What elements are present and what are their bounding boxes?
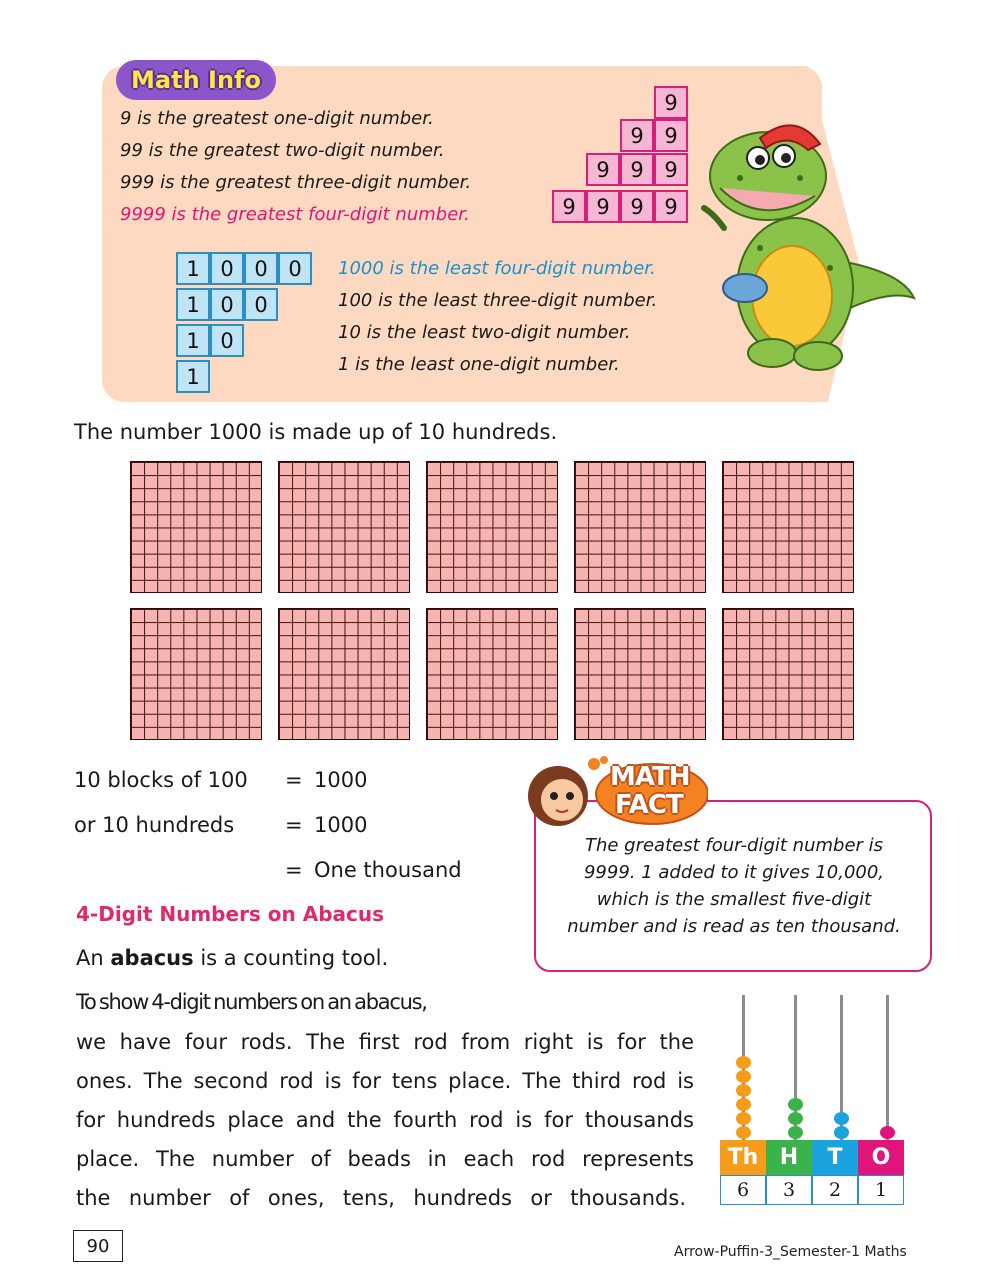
dinosaur-illustration — [700, 118, 922, 376]
para-line: the number of ones, tens, hundreds or thousands. — [76, 1186, 686, 1210]
greatest-three-digit: 999 is the greatest three-digit number. — [120, 172, 472, 193]
eq-row2-left: or 10 hundreds — [74, 813, 235, 837]
place-label-thousands: Th — [720, 1140, 766, 1175]
para-line: we have four rods. The first rod from right is for the — [76, 1030, 694, 1054]
math-fact-badge-top: MATH — [610, 762, 690, 792]
hundred-block — [426, 461, 558, 593]
para-line: ones. The second rod is for tens place. The third rod is — [76, 1069, 694, 1093]
least-cell: 0 — [210, 288, 244, 321]
abacus-bead — [788, 1112, 803, 1125]
staircase-cell: 9 — [654, 86, 688, 119]
abacus-bead — [788, 1126, 803, 1139]
book-title: Arrow-Puffin-3_Semester-1 Maths — [674, 1244, 907, 1260]
place-label-ones: O — [858, 1140, 904, 1175]
hundred-block — [278, 461, 410, 593]
intro-sentence — [76, 946, 388, 970]
math-fact-badge-bottom: FACT — [615, 790, 683, 820]
least-cell: 1 — [176, 252, 210, 285]
abacus-bead — [788, 1098, 803, 1111]
hundred-block — [130, 461, 262, 593]
math-fact-line: 9999. 1 added to it gives 10,000, — [583, 862, 885, 883]
eq-row2-equals: = — [285, 813, 303, 837]
intro-suffix: is a counting tool. — [193, 946, 389, 970]
least-cell: 0 — [210, 324, 244, 357]
math-fact-line: number and is read as ten thousand. — [567, 916, 901, 937]
eq-row1-right: 1000 — [314, 768, 368, 792]
greatest-two-digit: 99 is the greatest two-digit number. — [120, 140, 445, 161]
hundred-block — [130, 608, 262, 740]
page-number: 90 — [73, 1230, 123, 1262]
eq-row2-right: 1000 — [314, 813, 368, 837]
para-line: for hundreds place and the fourth rod is for thousands — [76, 1108, 694, 1132]
hundred-block — [278, 608, 410, 740]
least-cell: 0 — [244, 288, 278, 321]
least-four-digit: 1000 is the least four-digit number. — [338, 258, 656, 279]
abacus-bead — [834, 1112, 849, 1125]
hundred-block — [574, 608, 706, 740]
hundred-block — [574, 461, 706, 593]
eq-row1-equals: = — [285, 768, 303, 792]
eq-row1-left: 10 blocks of 100 — [74, 768, 248, 792]
section-heading: 4-Digit Numbers on Abacus — [76, 902, 385, 926]
digit-hundreds: 3 — [766, 1175, 812, 1205]
abacus-bead — [736, 1056, 751, 1069]
eq-row3-right: One thousand — [314, 858, 462, 882]
abacus-bead — [736, 1084, 751, 1097]
abacus-bead — [736, 1070, 751, 1083]
digit-tens: 2 — [812, 1175, 858, 1205]
staircase-cell: 9 — [586, 153, 620, 186]
least-cell: 1 — [176, 288, 210, 321]
math-fact-text — [548, 832, 920, 940]
abacus-bead — [880, 1126, 895, 1139]
abacus-bead — [736, 1098, 751, 1111]
eq-row3-equals: = — [285, 858, 303, 882]
math-info-badge: Math Info — [116, 60, 276, 100]
least-cell: 0 — [244, 252, 278, 285]
abacus-bead — [736, 1112, 751, 1125]
intro-prefix: An — [76, 946, 111, 970]
abacus-bead — [736, 1126, 751, 1139]
abacus-rod-ones — [886, 995, 889, 1140]
least-two-digit: 10 is the least two-digit number. — [338, 322, 631, 343]
hundred-block — [722, 608, 854, 740]
least-cell: 1 — [176, 324, 210, 357]
staircase-cell: 9 — [586, 190, 620, 223]
least-cell: 0 — [210, 252, 244, 285]
greatest-one-digit: 9 is the greatest one-digit number. — [120, 108, 434, 129]
greatest-four-digit: 9999 is the greatest four-digit number. — [120, 204, 470, 225]
math-fact-line: which is the smallest five-digit — [596, 889, 872, 910]
digit-thousands: 6 — [720, 1175, 766, 1205]
staircase-cell: 9 — [620, 153, 654, 186]
blocks-sentence: The number 1000 is made up of 10 hundreds. — [74, 420, 558, 444]
staircase-cell: 9 — [620, 190, 654, 223]
least-cell: 1 — [176, 360, 210, 393]
para-line: To show 4-digit numbers on an abacus, — [76, 990, 427, 1014]
math-fact-line: The greatest four-digit number is — [584, 835, 884, 856]
digit-ones: 1 — [858, 1175, 904, 1205]
staircase-cell: 9 — [654, 190, 688, 223]
least-one-digit: 1 is the least one-digit number. — [338, 354, 620, 375]
place-label-hundreds: H — [766, 1140, 812, 1175]
staircase-cell: 9 — [654, 153, 688, 186]
least-three-digit: 100 is the least three-digit number. — [338, 290, 658, 311]
intro-bold-term: abacus — [110, 946, 194, 970]
hundred-block — [426, 608, 558, 740]
hundred-block — [722, 461, 854, 593]
para-line: place. The number of beads in each rod represents — [76, 1147, 694, 1171]
staircase-cell: 9 — [654, 119, 688, 152]
place-label-tens: T — [812, 1140, 858, 1175]
abacus-bead — [834, 1126, 849, 1139]
staircase-cell: 9 — [620, 119, 654, 152]
staircase-cell: 9 — [552, 190, 586, 223]
least-cell: 0 — [278, 252, 312, 285]
